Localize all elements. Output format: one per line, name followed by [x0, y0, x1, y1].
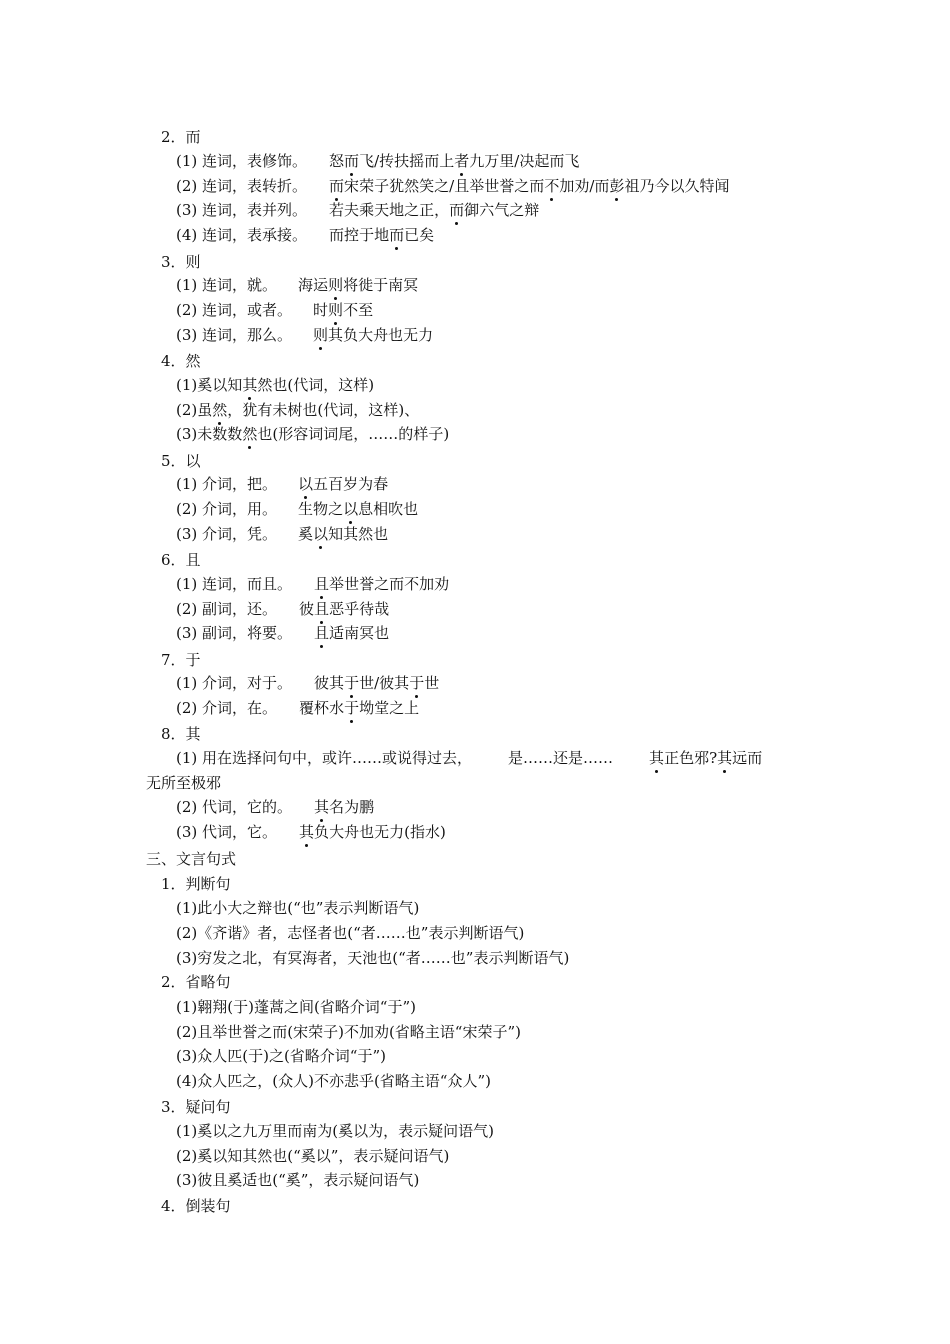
emphasized-char: 其 [299, 823, 315, 841]
ellipsis-line-4: (4)众人匹之，(众人)不亦悲乎(省略主语“众人”) [176, 1072, 491, 1090]
qie-item-3: (3) 副词，将要。 且适南冥也 [176, 624, 390, 642]
yu-item-2: (2) 介词，在。 覆杯水于坳堂之上 [176, 699, 420, 717]
yi-item-2: (2) 介词，用。 生物之以息相吹也 [176, 500, 419, 518]
ellipsis-line-1: (1)翱翔(于)蓬蒿之间(省略介词“于”) [176, 998, 416, 1016]
ellipsis-line-3: (3)众人匹(于)之(省略介词“于”) [176, 1047, 386, 1065]
heading-judgment: 1．判断句 [161, 875, 231, 893]
er-item-3-example: 若夫乘天地之正，而御六气之辩 [329, 201, 540, 219]
emphasized-char: 其 [242, 376, 258, 394]
emphasized-char: 则 [328, 276, 344, 294]
emphasized-char: 且 [314, 624, 330, 642]
ze-item-2-example: 时则不至 [313, 301, 374, 319]
qi-item-1-continuation: 无所至极邪 [146, 774, 222, 792]
qi-item-2: (2) 代词，它的。 其名为鹏 [176, 798, 375, 816]
ze-item-3: (3) 连词，那么。 则其负大舟也无力 [176, 326, 434, 344]
er-item-2-example: 而宋荣子犹然笑之/且举世誉之而不加劝/而彭祖乃今以久特闻 [329, 177, 730, 195]
qie-item-1: (1) 连词，而且。 且举世誉之而不加劝 [176, 575, 450, 593]
emphasized-char: 而 [449, 201, 465, 219]
er-item-1: (1) 连词，表修饰。 怒而飞/抟扶摇而上者九万里/决起而飞 [176, 152, 580, 170]
qi-item-3: (3) 代词，它。 其负大舟也无力(指水) [176, 823, 446, 841]
emphasized-char: 其 [649, 749, 665, 767]
ran-item-3: (3)未数数然也(形容词词尾，……的样子) [176, 425, 450, 443]
emphasized-char: 而 [344, 152, 360, 170]
section-title-sentence-patterns: 三、文言句式 [146, 850, 237, 868]
emphasized-char: 其 [717, 749, 733, 767]
er-item-2: (2) 连词，表转折。 而宋荣子犹然笑之/且举世誉之而不加劝/而彭祖乃今以久特闻 [176, 177, 730, 195]
er-item-1-example: 怒而飞/抟扶摇而上者九万里/决起而飞 [329, 152, 580, 170]
qie-item-3-example: 且适南冥也 [314, 624, 390, 642]
yi-item-1: (1) 介词，把。 以五百岁为春 [176, 475, 389, 493]
yi-item-3: (3) 介词，凭。 奚以知其然也 [176, 525, 389, 543]
emphasized-char: 而 [389, 226, 405, 244]
heading-yu: 7．于 [161, 651, 201, 669]
heading-yi: 5．以 [161, 452, 201, 470]
emphasized-char: 不 [544, 177, 560, 195]
ellipsis-line-2: (2)且举世誉之而(宋荣子)不加劝(省略主语“宋荣子”) [176, 1023, 521, 1041]
qi-item-1: (1) 用在选择问句中，或许……或说得过去， 是……还是…… 其正色邪?其远而 [176, 749, 763, 767]
emphasized-char: 于 [344, 674, 360, 692]
emphasized-char: 以 [298, 475, 314, 493]
er-item-4: (4) 连词，表承接。 而控于地而已矣 [176, 226, 435, 244]
emphasized-char: 则 [328, 301, 344, 319]
ran-item-2: (2)虽然，犹有未树也(代词，这样)、 [176, 401, 420, 419]
qi-item-1-example: 其正色邪?其远而 [649, 749, 763, 767]
heading-qi: 8．其 [161, 725, 201, 743]
emphasized-char: 然 [212, 401, 228, 419]
emphasized-char: 于 [409, 674, 425, 692]
ze-item-1: (1) 连词，就。 海运则将徙于南冥 [176, 276, 419, 294]
judgment-line-3: (3)穷发之北，有冥海者，天池也(“者……也”表示判断语气) [176, 949, 570, 967]
question-line-3: (3)彼且奚适也(“奚”，表示疑问语气) [176, 1171, 420, 1189]
ze-item-3-example: 则其负大舟也无力 [313, 326, 434, 344]
heading-question: 3．疑问句 [161, 1098, 231, 1116]
qie-item-2: (2) 副词，还。 彼且恶乎待哉 [176, 600, 390, 618]
heading-er: 2．而 [161, 128, 201, 146]
judgment-line-2: (2)《齐谐》者，志怪者也(“者……也”表示判断语气) [176, 924, 525, 942]
ze-item-1-example: 海运则将徙于南冥 [298, 276, 419, 294]
yi-item-1-example: 以五百岁为春 [298, 475, 389, 493]
qie-item-1-example: 且举世誉之而不加劝 [314, 575, 450, 593]
er-item-4-example: 而控于地而已矣 [329, 226, 435, 244]
yu-item-2-example: 覆杯水于坳堂之上 [299, 699, 420, 717]
emphasized-char: 以 [313, 525, 329, 543]
question-line-2: (2)奚以知其然也(“奚以”，表示疑问语气) [176, 1147, 450, 1165]
qi-item-1-meaning: 是……还是…… [508, 749, 614, 767]
qi-item-3-example: 其负大舟也无力(指水) [299, 823, 446, 841]
heading-ze: 3．则 [161, 253, 201, 271]
heading-qie: 6．且 [161, 551, 201, 569]
emphasized-char: 而 [329, 177, 345, 195]
emphasized-char: 且 [314, 575, 330, 593]
heading-ran: 4．然 [161, 352, 201, 370]
judgment-line-1: (1)此小大之辩也(“也”表示判断语气) [176, 899, 420, 917]
qi-item-2-example: 其名为鹏 [314, 798, 375, 816]
emphasized-char: 其 [314, 798, 330, 816]
emphasized-char: 且 [314, 600, 330, 618]
emphasized-char: 彭 [609, 177, 625, 195]
emphasized-char: 者 [454, 152, 470, 170]
question-line-1: (1)奚以之九万里而南为(奚以为，表示疑问语气) [176, 1122, 494, 1140]
emphasized-char: 然 [242, 425, 258, 443]
yi-item-2-example: 生物之以息相吹也 [298, 500, 419, 518]
emphasized-char: 以 [343, 500, 359, 518]
ze-item-2: (2) 连词，或者。 时则不至 [176, 301, 374, 319]
ran-item-1: (1)奚以知其然也(代词，这样) [176, 376, 375, 394]
yi-item-3-example: 奚以知其然也 [298, 525, 389, 543]
qie-item-2-example: 彼且恶乎待哉 [299, 600, 390, 618]
heading-inversion: 4．倒装句 [161, 1197, 231, 1215]
heading-ellipsis: 2．省略句 [161, 973, 231, 991]
yu-item-1: (1) 介词，对于。 彼其于世/彼其于世 [176, 674, 440, 692]
er-item-3: (3) 连词，表并列。 若夫乘天地之正，而御六气之辩 [176, 201, 540, 219]
emphasized-char: 于 [344, 699, 360, 717]
emphasized-char: 则 [313, 326, 329, 344]
yu-item-1-example: 彼其于世/彼其于世 [314, 674, 440, 692]
